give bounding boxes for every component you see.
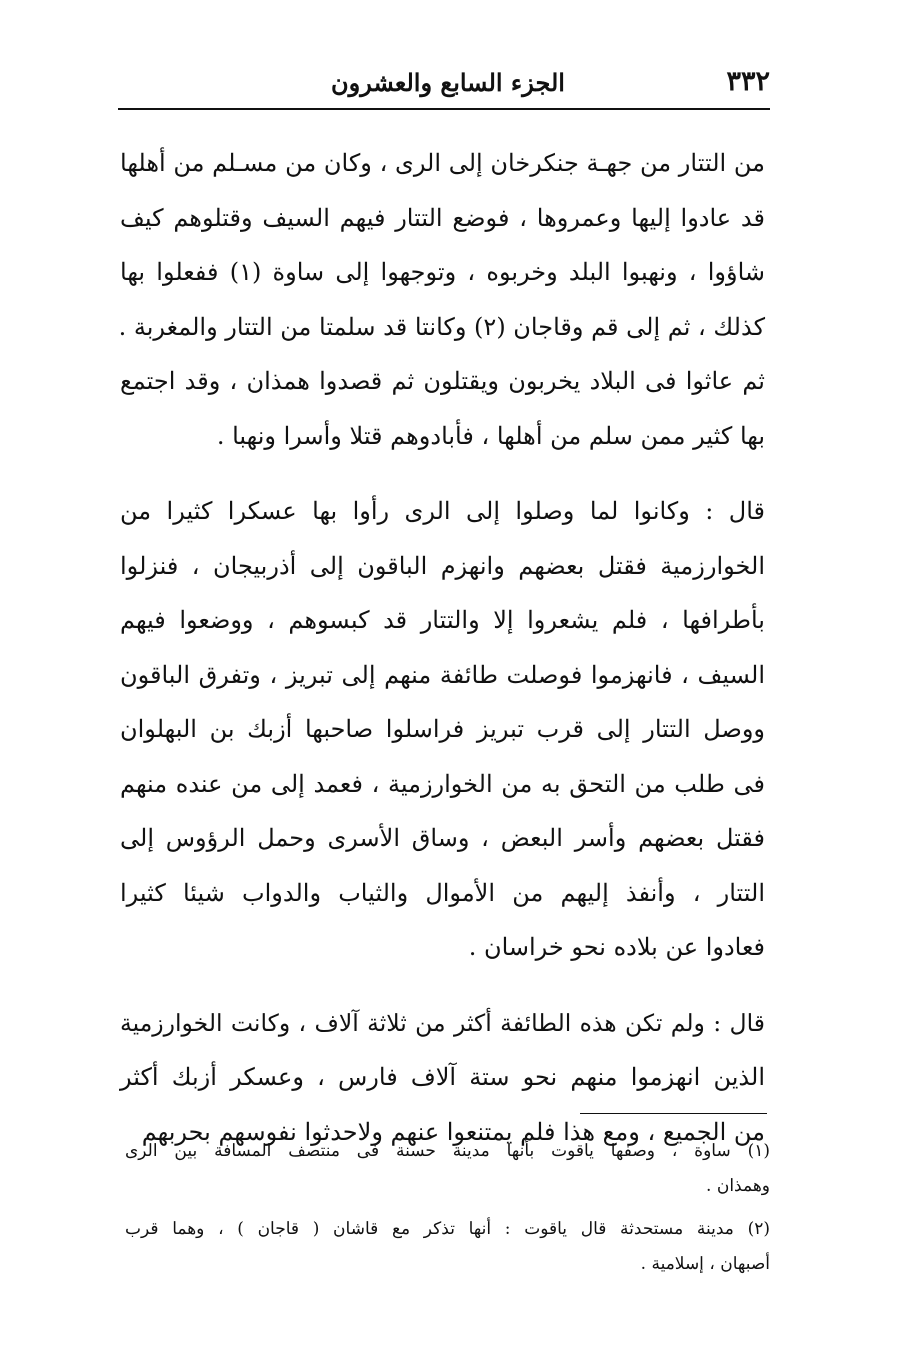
text-line: ثم عاثوا فى البلاد يخربون ويقتلون ثم قصدوا همذان ، وقد اجتمع bbox=[120, 367, 765, 395]
footnote-divider bbox=[580, 1113, 767, 1114]
paragraph bbox=[120, 484, 765, 975]
text-line: كذلك ، ثم إلى قم وقاجان (٢) وكانتا قد سلمتا من التتار والمغربة . bbox=[118, 312, 765, 341]
text-line: بأطرافها ، فلم يشعروا إلا والتتار قد كبسوهم ، ووضعوا فيهم bbox=[120, 606, 765, 634]
main-text bbox=[120, 136, 765, 1159]
text-line: بها كثير ممن سلم من أهلها ، فأبادوهم قتلا وأسرا ونهبا . bbox=[216, 421, 765, 450]
footnote-line: وهمذان . bbox=[706, 1176, 770, 1196]
page-header bbox=[118, 60, 770, 110]
text-line: فى طلب من التحق به من الخوارزمية ، فعمد إلى من عنده منهم bbox=[120, 769, 765, 798]
text-line: ووصل التتار إلى قرب تبريز فراسلوا صاحبها أزبك بن البهلوان bbox=[120, 715, 765, 743]
footnote-line: أصبهان ، إسلامية . bbox=[640, 1254, 770, 1274]
text-line: فقتل بعضهم وأسر البعض ، وساق الأسرى وحمل الرؤوس إلى bbox=[120, 824, 765, 852]
footnote-line: (٢) مدينة مستحدثة قال ياقوت : أنها تذكر مع قاشان ( قاجان ) ، وهما قرب bbox=[125, 1219, 770, 1239]
footnote bbox=[125, 1212, 770, 1282]
text-line: الذين انهزموا منهم نحو ستة آلاف فارس ، وعسكر أزبك أكثر bbox=[120, 1063, 765, 1091]
text-line: من التتار من جهـة جنكرخان إلى الرى ، وكان من مسـلم من أهلها bbox=[120, 149, 765, 177]
footnote bbox=[125, 1134, 770, 1204]
text-line: فعادوا عن بلاده نحو خراسان . bbox=[468, 933, 765, 961]
page-number: ٣٣٢ bbox=[726, 66, 770, 97]
text-line: من الجميع ، ومع هذا فلم يمتنعوا عنهم ولاحدثوا نفوسهم بحربهم bbox=[141, 1117, 765, 1146]
running-title: الجزء السابع والعشرون bbox=[331, 68, 565, 97]
text-line: قال : ولم تكن هذه الطائفة أكثر من ثلاثة آلاف ، وكانت الخوارزمية bbox=[120, 1008, 765, 1037]
footnotes bbox=[125, 1134, 770, 1282]
text-line: التتار ، وأنفذ إليهم من الأموال والثياب والدواب شيئا كثيرا bbox=[120, 878, 765, 907]
text-line: قال : وكانوا لما وصلوا إلى الرى رأوا بها عسكرا كثيرا من bbox=[120, 497, 765, 525]
text-line: شاؤوا ، ونهبوا البلد وخربوه ، وتوجهوا إلى ساوة (١) ففعلوا بها bbox=[120, 258, 765, 286]
paragraph bbox=[120, 136, 765, 463]
text-line: السيف ، فانهزموا فوصلت طائفة منهم إلى تبريز ، وتفرق الباقون bbox=[120, 660, 765, 689]
text-line: الخوارزمية فقتل بعضهم وانهزم الباقون إلى أذربيجان ، فنزلوا bbox=[120, 551, 765, 580]
footnote-line: (١) ساوة ، وصفها ياقوت بأنها مدينة حسنة فى منتصف المسافة بين الرى bbox=[125, 1141, 770, 1161]
text-line: قد عادوا إليها وعمروها ، فوضع التتار فيهم السيف وقتلوهم كيف bbox=[120, 203, 765, 232]
